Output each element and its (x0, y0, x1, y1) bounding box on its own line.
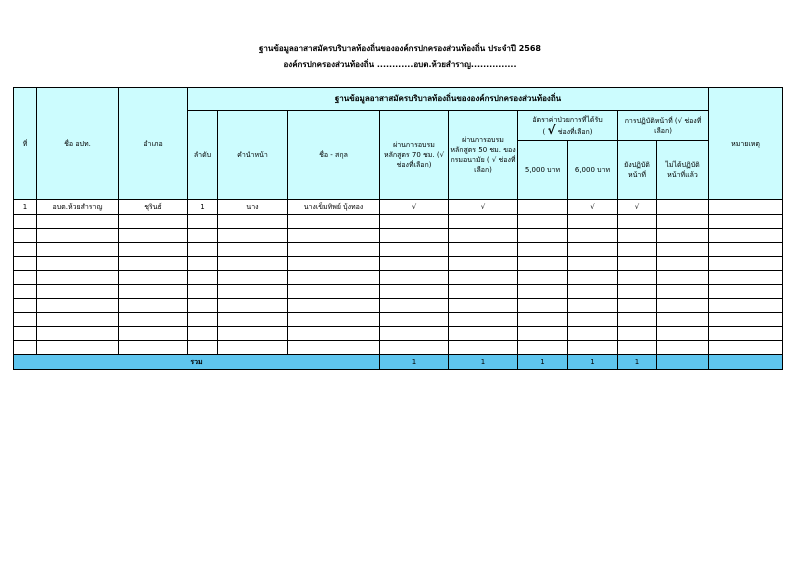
table-cell (618, 299, 657, 313)
table-cell (218, 215, 288, 229)
table-cell (119, 299, 188, 313)
table-cell (657, 257, 709, 271)
table-cell (288, 313, 380, 327)
table-cell (518, 341, 568, 355)
table-cell (218, 299, 288, 313)
table-cell (380, 341, 449, 355)
table-cell (618, 285, 657, 299)
table-cell: อบต.ห้วยสำราญ (37, 200, 119, 215)
table-cell (380, 327, 449, 341)
table-cell (14, 271, 37, 285)
table-cell (218, 285, 288, 299)
table-cell (380, 243, 449, 257)
table-cell (568, 243, 618, 257)
table-row (14, 299, 783, 313)
table-row (14, 257, 783, 271)
table-cell (449, 257, 518, 271)
table-cell (657, 341, 709, 355)
header-prefix: คำนำหน้า (218, 111, 288, 200)
table-cell (449, 215, 518, 229)
table-cell (14, 313, 37, 327)
header-duty-inactive: ไม่ได้ปฏิบัติหน้าที่แล้ว (657, 141, 709, 200)
header-pay-5000: 5,000 บาท (518, 141, 568, 200)
header-training-70h: ผ่านการอบรมหลักสูตร 70 ชม. (√ ช่องที่เลือก) (380, 111, 449, 200)
table-cell (618, 229, 657, 243)
table-cell (119, 229, 188, 243)
table-cell (618, 313, 657, 327)
table-cell (518, 243, 568, 257)
table-cell (568, 313, 618, 327)
table-cell (518, 200, 568, 215)
table-row (14, 215, 783, 229)
table-cell (709, 243, 783, 257)
table-cell (518, 215, 568, 229)
table-cell (657, 313, 709, 327)
header-pay-rate (518, 111, 618, 141)
table-cell (14, 341, 37, 355)
table-cell (518, 313, 568, 327)
table-cell (288, 285, 380, 299)
table-cell (14, 285, 37, 299)
table-cell (568, 229, 618, 243)
table-cell (449, 299, 518, 313)
table-cell (449, 271, 518, 285)
table-cell: √ (449, 200, 518, 215)
table-cell (119, 341, 188, 355)
table-cell (618, 341, 657, 355)
header-district: อำเภอ (119, 88, 188, 200)
table-cell (188, 313, 218, 327)
volunteer-table (13, 87, 783, 370)
table-cell (37, 257, 119, 271)
table-cell: 1 (188, 200, 218, 215)
table-cell (657, 215, 709, 229)
table-cell (518, 285, 568, 299)
table-cell (218, 327, 288, 341)
table-cell (14, 243, 37, 257)
header-duty-status: การปฏิบัติหน้าที่ (√ ช่องที่เลือก) (618, 111, 709, 141)
table-cell: √ (618, 200, 657, 215)
total-cell: 1 (618, 355, 657, 370)
check-mark-icon: √ (547, 122, 556, 137)
table-cell (449, 285, 518, 299)
total-cell (657, 355, 709, 370)
table-cell (518, 271, 568, 285)
table-cell (568, 257, 618, 271)
table-cell (288, 215, 380, 229)
header-duty-active: ยังปฏิบัติหน้าที่ (618, 141, 657, 200)
table-cell (449, 313, 518, 327)
total-cell: 1 (518, 355, 568, 370)
table-cell (37, 285, 119, 299)
table-cell (657, 285, 709, 299)
table-cell: 1 (14, 200, 37, 215)
table-cell (380, 229, 449, 243)
table-cell (709, 341, 783, 355)
header-full-name: ชื่อ - สกุล (288, 111, 380, 200)
table-cell (37, 215, 119, 229)
table-cell: √ (568, 200, 618, 215)
table-cell (449, 243, 518, 257)
table-cell (288, 327, 380, 341)
table-cell (188, 327, 218, 341)
table-cell (709, 229, 783, 243)
table-cell (14, 327, 37, 341)
table-cell (288, 243, 380, 257)
table-cell (37, 271, 119, 285)
header-order: ลำดับ (188, 111, 218, 200)
table-row (14, 200, 783, 215)
table-cell (618, 215, 657, 229)
total-cell: 1 (568, 355, 618, 370)
table-cell (119, 257, 188, 271)
table-cell (518, 257, 568, 271)
table-row (14, 327, 783, 341)
table-cell (188, 299, 218, 313)
total-cell: 1 (380, 355, 449, 370)
table-cell (119, 215, 188, 229)
table-cell (380, 215, 449, 229)
table-cell (119, 285, 188, 299)
table-cell: ชุรินธ์ (119, 200, 188, 215)
table-cell (380, 257, 449, 271)
total-label: รวม (14, 355, 380, 370)
table-cell (119, 271, 188, 285)
header-no: ที่ (14, 88, 37, 200)
table-cell (218, 313, 288, 327)
table-cell (37, 341, 119, 355)
table-cell (37, 327, 119, 341)
table-cell (568, 341, 618, 355)
table-cell (709, 215, 783, 229)
table-cell (449, 327, 518, 341)
table-cell (188, 341, 218, 355)
pay-rate-label: อัตราค่าป่วยการที่ได้รับ (532, 115, 603, 124)
table-cell (568, 271, 618, 285)
table-row (14, 243, 783, 257)
table-cell (568, 299, 618, 313)
header-note: หมายเหตุ (709, 88, 783, 200)
table-cell (618, 257, 657, 271)
table-cell (14, 257, 37, 271)
table-cell (380, 299, 449, 313)
table-row (14, 341, 783, 355)
table-cell (709, 257, 783, 271)
pay-rate-paren: ( (542, 127, 546, 136)
table-row (14, 313, 783, 327)
table-cell (657, 200, 709, 215)
table-cell (380, 313, 449, 327)
table-cell (288, 341, 380, 355)
table-cell (14, 229, 37, 243)
table-cell (188, 215, 218, 229)
header-pay-6000: 6,000 บาท (568, 141, 618, 200)
table-row (14, 271, 783, 285)
table-cell (37, 229, 119, 243)
table-cell (618, 271, 657, 285)
table-cell (188, 285, 218, 299)
table-cell (657, 271, 709, 285)
table-cell (380, 285, 449, 299)
table-cell (618, 327, 657, 341)
table-cell (188, 243, 218, 257)
table-row (14, 229, 783, 243)
table-cell (14, 215, 37, 229)
table-cell: นางเข็มทิพย์ บุ้งทอง (288, 200, 380, 215)
table-cell (709, 313, 783, 327)
table-cell (709, 271, 783, 285)
header-group-title: ฐานข้อมูลอาสาสมัครบริบาลท้องถิ่นขององค์กรปกครองส่วนท้องถิ่น (188, 88, 709, 111)
table-cell (188, 229, 218, 243)
pay-rate-instruction: ช่องที่เลือก) (557, 127, 593, 136)
table-cell: √ (380, 200, 449, 215)
table-cell (449, 229, 518, 243)
table-cell (380, 271, 449, 285)
total-row (14, 355, 783, 370)
table-cell (288, 271, 380, 285)
table-cell (218, 341, 288, 355)
table-cell (709, 200, 783, 215)
table-cell (568, 327, 618, 341)
table-row (14, 285, 783, 299)
table-cell (709, 327, 783, 341)
table-cell (37, 299, 119, 313)
table-cell (188, 271, 218, 285)
document-subtitle: องค์กรปกครองส่วนท้องถิ่น ............อบต.ห้วยสำราญ............... (283, 60, 517, 69)
table-cell (657, 229, 709, 243)
table-cell (14, 299, 37, 313)
table-cell (657, 327, 709, 341)
table-cell (37, 313, 119, 327)
document-title: ฐานข้อมูลอาสาสมัครบริบาลท้องถิ่นขององค์กรปกครองส่วนท้องถิ่น ประจำปี 2568 (258, 44, 541, 53)
total-cell (709, 355, 783, 370)
table-cell (119, 327, 188, 341)
table-cell (218, 243, 288, 257)
total-cell: 1 (449, 355, 518, 370)
table-cell (37, 243, 119, 257)
table-cell (657, 243, 709, 257)
table-cell (288, 229, 380, 243)
table-cell (119, 243, 188, 257)
table-cell (709, 285, 783, 299)
header-org-name: ชื่อ อปท. (37, 88, 119, 200)
table-cell (218, 271, 288, 285)
table-cell (518, 229, 568, 243)
table-cell (288, 257, 380, 271)
table-cell (119, 313, 188, 327)
table-cell (568, 285, 618, 299)
header-training-50h: ผ่านการอบรมหลักสูตร 50 ชม. ของกรมอนามัย ( √ ช่องที่เลือก) (449, 111, 518, 200)
table-cell (657, 299, 709, 313)
table-cell (518, 327, 568, 341)
table-cell: นาง (218, 200, 288, 215)
table-cell (449, 341, 518, 355)
table-cell (518, 299, 568, 313)
table-cell (188, 257, 218, 271)
table-cell (568, 215, 618, 229)
table-cell (218, 229, 288, 243)
table-cell (288, 299, 380, 313)
table-cell (709, 299, 783, 313)
table-cell (218, 257, 288, 271)
table-cell (618, 243, 657, 257)
